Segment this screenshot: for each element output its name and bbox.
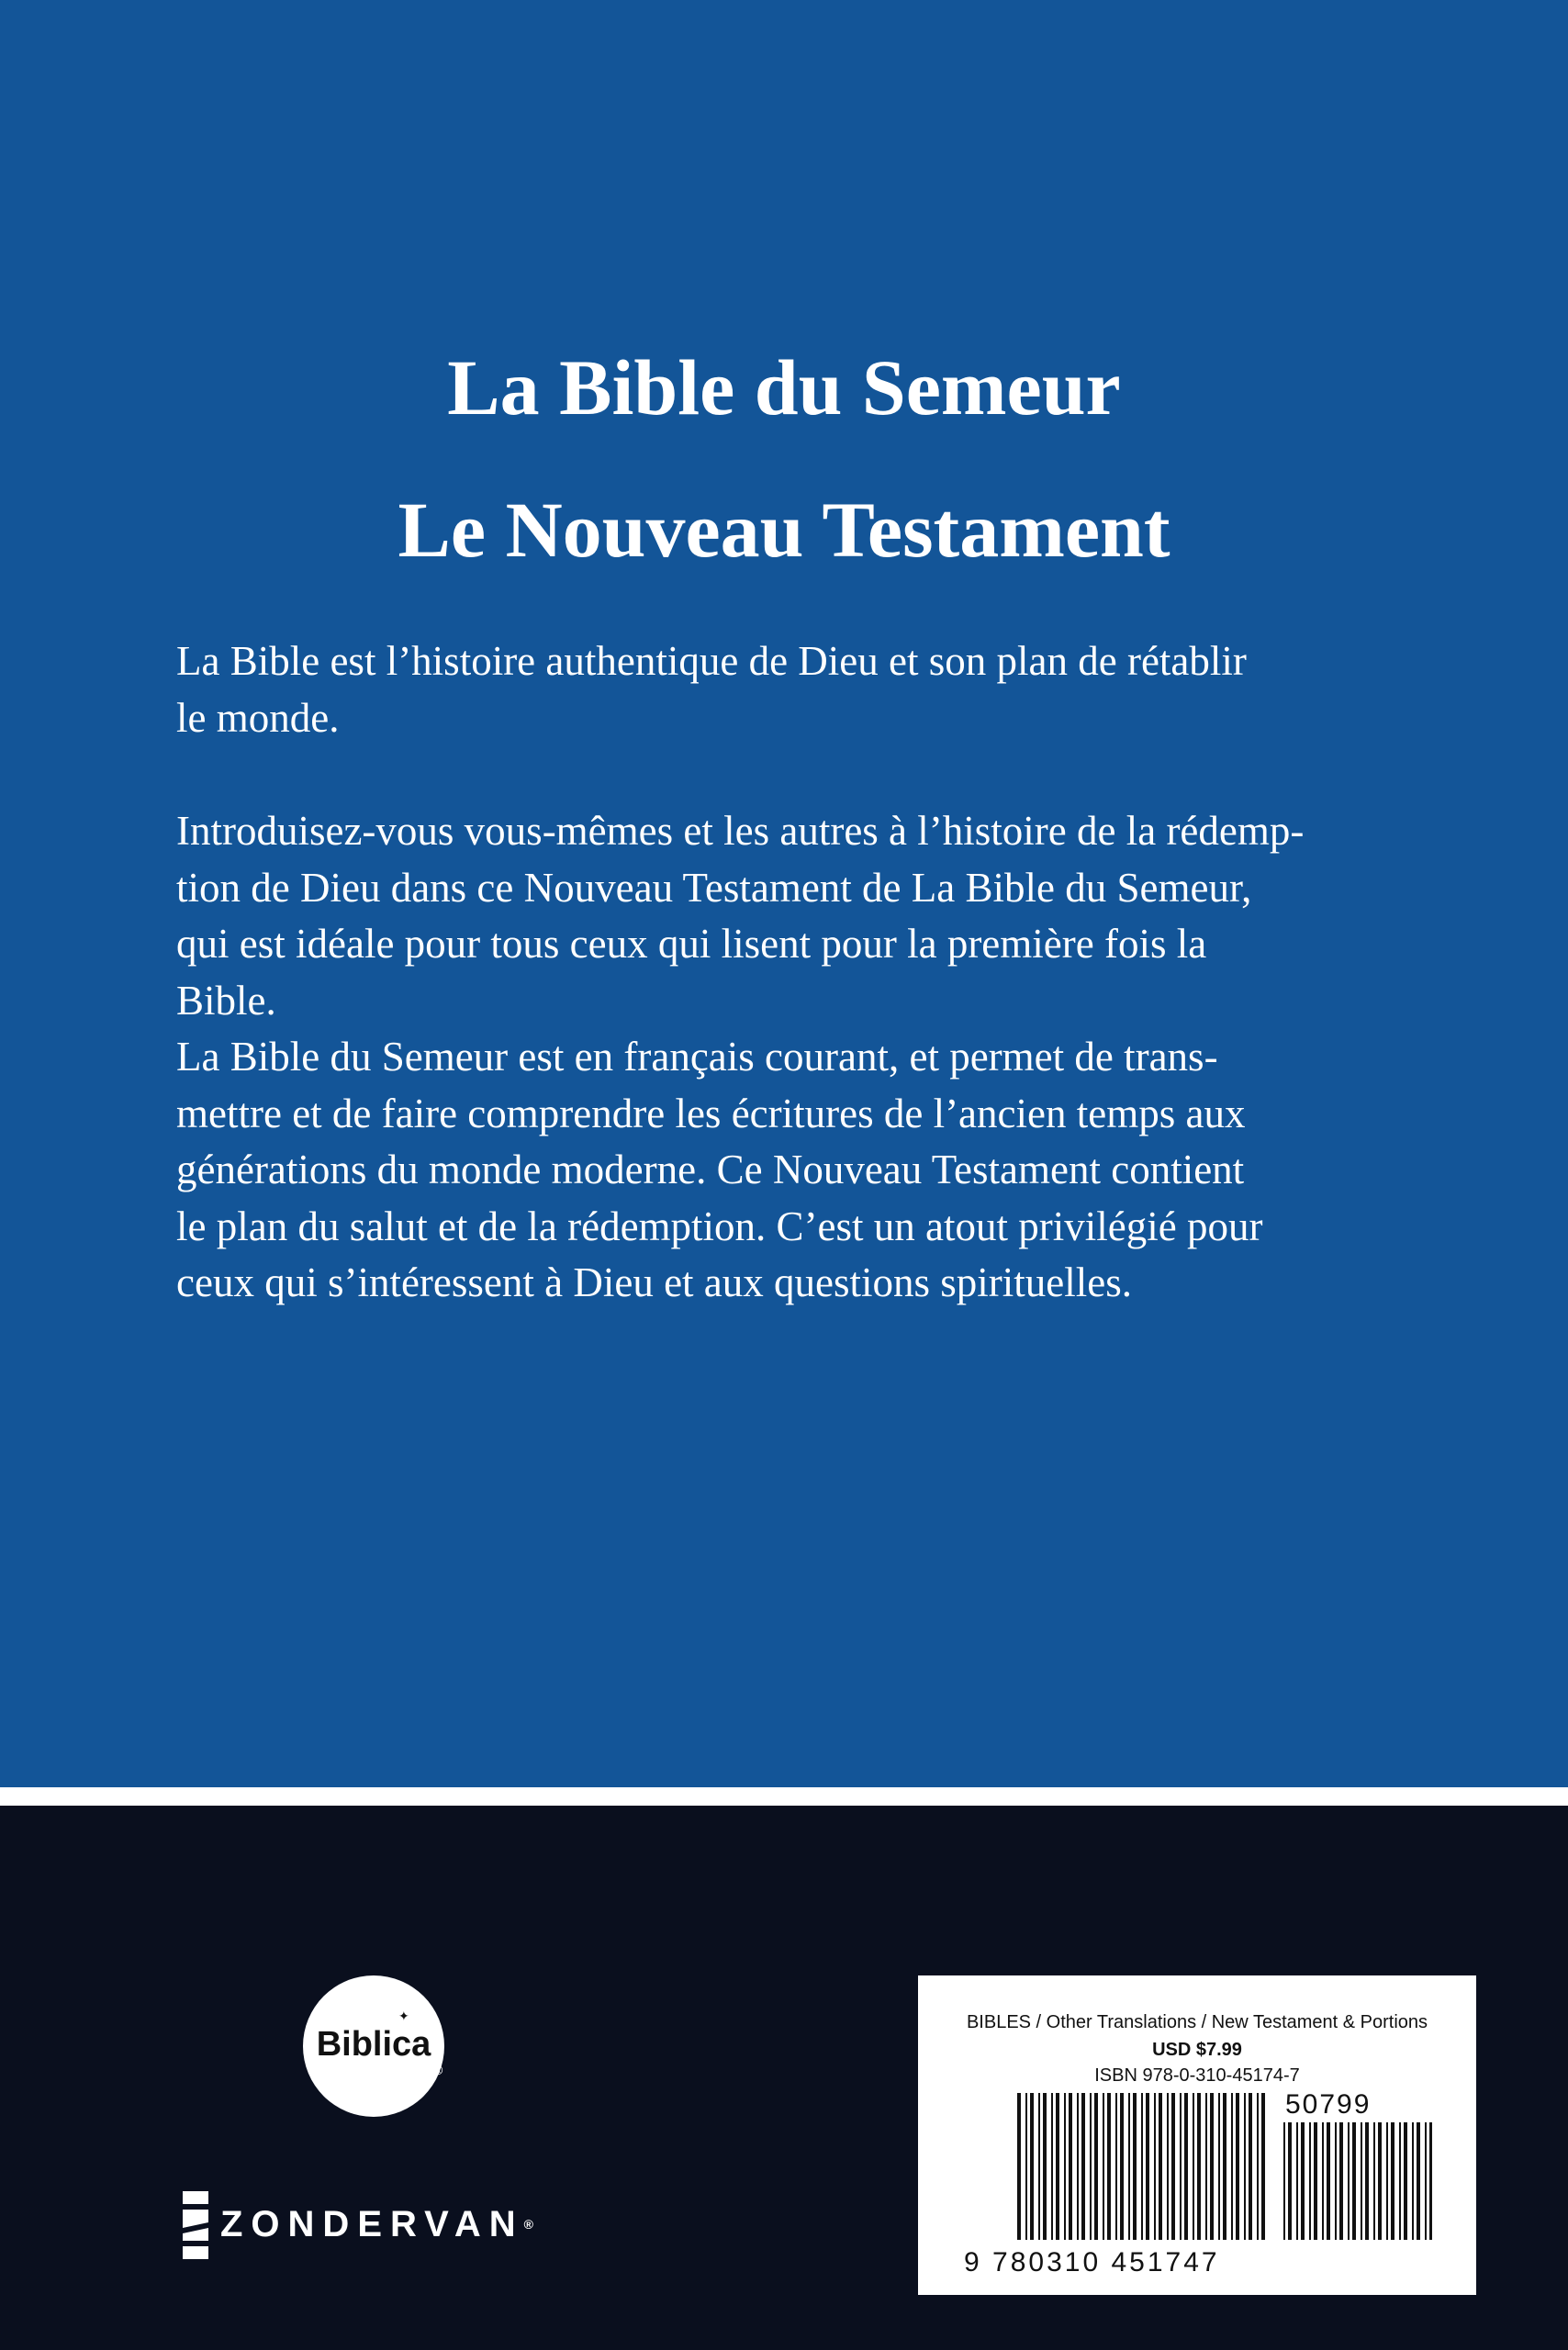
barcode-bar [1314,2122,1317,2240]
text-line: générations du monde moderne. Ce Nouveau Testament contient [176,1147,1245,1192]
barcode-bar [1064,2093,1066,2240]
text-line: La Bible du Semeur est en français courant, et permet de trans- [176,1034,1218,1080]
barcode-bar [1184,2093,1188,2240]
barcode-bar [1361,2122,1362,2240]
barcode-bar [1205,2093,1207,2240]
barcode-bar [1115,2093,1117,2240]
barcode-label [918,1975,1476,2295]
barcode-bar [1146,2093,1149,2240]
barcode-price: USD $7.99 [1152,2040,1242,2060]
barcode-bar [1159,2093,1162,2240]
barcode-bar [1081,2093,1085,2240]
barcode-bar [1180,2093,1182,2240]
barcode-bar [1038,2093,1040,2240]
barcode-bar [1167,2093,1169,2240]
barcode-bar [1327,2122,1330,2240]
book-title: La Bible du Semeur [447,343,1121,431]
barcode-bar [1141,2093,1143,2240]
barcode-bar [1128,2093,1130,2240]
barcode-main-digits: 9 780310 451747 [964,2247,1220,2277]
text-line: ceux qui s’intéressent à Dieu et aux questions spirituelles. [176,1259,1132,1305]
barcode-bar [1296,2122,1298,2240]
biblica-logo [303,1975,444,2117]
description-paragraph-3 [176,1029,1443,1312]
barcode-bar [1043,2093,1047,2240]
zondervan-icon [183,2191,208,2261]
barcode-bar [1288,2122,1292,2240]
barcode-bar [1378,2122,1382,2240]
text-line: Bible. [176,977,276,1024]
barcode-bar [1069,2093,1072,2240]
barcode-bar [1412,2122,1414,2240]
text-line: Introduisez-vous vous-mêmes et les autres à l’histoire de la rédemp- [176,808,1305,854]
barcode-bar [1309,2122,1311,2240]
barcode-bar [1218,2093,1220,2240]
barcode-bar [1373,2122,1375,2240]
text-line: le plan du salut et de la rédemption. C’est un atout privilégié pour [176,1203,1263,1249]
barcode-bar [1301,2122,1305,2240]
barcode-bar [1404,2122,1407,2240]
barcode-bar [1103,2093,1104,2240]
barcode-bar [1417,2122,1420,2240]
barcode-category: BIBLES / Other Translations / New Testament & Portions [966,2012,1428,2032]
description-paragraph-2 [176,803,1443,1029]
registered-mark: ® [523,2217,533,2232]
barcode-bar [1090,2093,1092,2240]
text-line: tion de Dieu dans ce Nouveau Testament de La Bible du Semeur, [176,864,1252,911]
barcode-bar [1386,2122,1388,2240]
barcode-bar [1365,2122,1369,2240]
text-line: La Bible est l’histoire authentique de Dieu et son plan de rétablir [176,638,1247,684]
text-line: qui est idéale pour tous ceux qui lisent pour la première fois la [176,921,1207,967]
text-line: mettre et de faire comprendre les écritures de l’ancien temps aux [176,1090,1246,1136]
registered-mark: ® [431,2064,444,2078]
barcode-bar [1429,2122,1432,2240]
barcode-bar [1322,2122,1324,2240]
barcode-bar [1249,2093,1252,2240]
biblica-logo-text: Biblica [316,2025,431,2064]
barcode-bar [1025,2093,1027,2240]
barcode-bar [1017,2093,1021,2240]
barcode-bar [1231,2093,1233,2240]
book-subtitle: Le Nouveau Testament [398,486,1170,574]
barcode-bar [1051,2093,1053,2240]
barcode-isbn: ISBN 978-0-310-45174-7 [1094,2065,1300,2086]
barcode-bar [1339,2122,1343,2240]
barcode-bar [1399,2122,1401,2240]
text-line: le monde. [176,694,340,741]
barcode-bar [1120,2093,1124,2240]
barcode-bar [1257,2093,1259,2240]
barcode-bar [1425,2122,1427,2240]
barcode-bar [1077,2093,1079,2240]
barcode-bar [1133,2093,1137,2240]
barcode-bar [1352,2122,1356,2240]
barcode-bar [1197,2093,1201,2240]
barcode-bar [1107,2093,1111,2240]
barcode-addon-digits: 50799 [1285,2089,1372,2120]
barcode-bar [1244,2093,1246,2240]
barcode-bar [1223,2093,1226,2240]
star-icon: ✦ [398,2009,409,2024]
barcode-bar [1056,2093,1059,2240]
barcode-bar [1171,2093,1175,2240]
barcode-bar [1030,2093,1034,2240]
zondervan-wordmark: ZONDERVAN [220,2204,524,2244]
description-paragraph-1 [176,633,1443,746]
barcode-bar [1236,2093,1239,2240]
barcode-bar [1094,2093,1098,2240]
barcode-bar [1261,2093,1265,2240]
divider-band [0,1787,1568,1806]
barcode-bar [1335,2122,1337,2240]
barcode-bar [1210,2093,1214,2240]
barcode-bar [1283,2122,1285,2240]
zondervan-logo-text [220,2201,533,2247]
barcode-bar [1154,2093,1156,2240]
barcode-bar [1348,2122,1350,2240]
barcode-bar [1391,2122,1394,2240]
barcode-bar [1193,2093,1194,2240]
